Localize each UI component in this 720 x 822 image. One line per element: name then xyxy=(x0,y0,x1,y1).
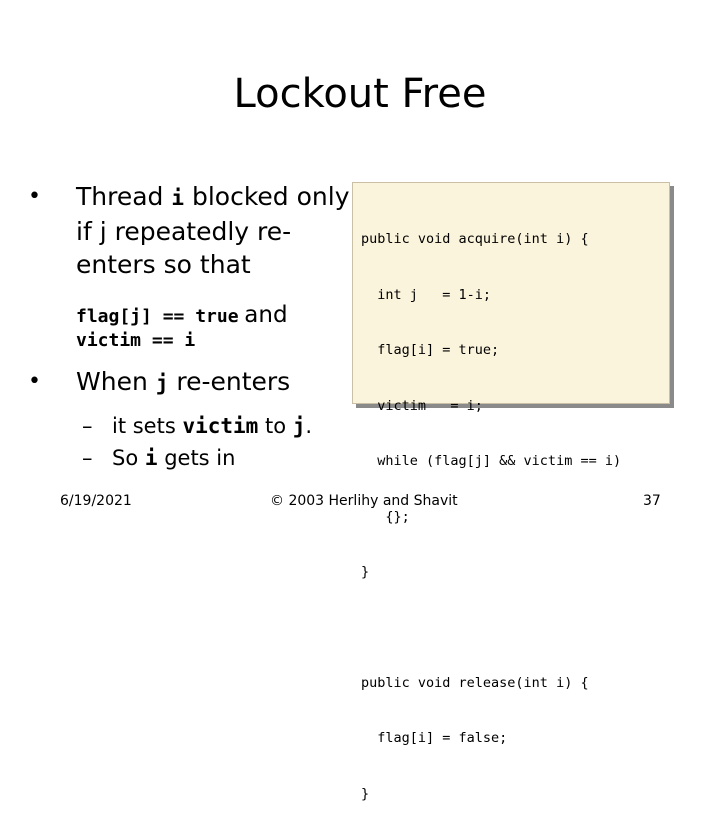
j-code: j xyxy=(292,414,306,438)
victim-code: victim xyxy=(182,414,259,438)
dash-icon: – xyxy=(82,446,93,470)
slide-title: Lockout Free xyxy=(233,71,487,117)
j-code: j xyxy=(155,371,169,395)
sub1-post: . xyxy=(305,414,313,438)
code-spacer xyxy=(361,619,661,637)
code-line: public void acquire(int i) { xyxy=(361,231,589,247)
bullet-j-reenters xyxy=(28,365,358,400)
code-line: public void release(int i) { xyxy=(361,674,589,691)
condition-block xyxy=(28,303,358,353)
condition-line-1: flag[j] == true xyxy=(76,306,239,327)
bullet-dot-icon: • xyxy=(28,184,41,209)
footer-copyright: © 2003 Herlihy and Shavit xyxy=(270,493,458,509)
footer-date: 6/19/2021 xyxy=(60,493,132,509)
sub1-pre: it sets xyxy=(112,414,183,438)
bullet2-text-post: re-enters xyxy=(168,367,291,396)
code-line: int j = 1-i; xyxy=(361,286,492,303)
bullet-dot-icon: • xyxy=(28,369,41,394)
i-code: i xyxy=(144,446,158,470)
sub-bullet-sets-victim xyxy=(28,410,358,442)
footer-page-number: 37 xyxy=(643,493,661,509)
bullet-thread-blocked xyxy=(28,180,358,281)
condition-and: and xyxy=(244,302,288,328)
bullet-text-post: blocked only if j repeatedly re-enters so that xyxy=(76,182,350,279)
code-line: {}; xyxy=(361,508,410,525)
code-line: } xyxy=(361,785,370,802)
code-line: while (flag[j] && victim == i) xyxy=(361,453,622,469)
bullet2-text-pre: When xyxy=(76,367,156,396)
sub2-post: gets in xyxy=(157,446,236,470)
dash-icon: – xyxy=(82,414,93,438)
bullet-text-pre: Thread xyxy=(76,182,172,211)
sub2-pre: So xyxy=(112,446,145,470)
code-line: } xyxy=(361,564,370,580)
thread-i-code: i xyxy=(171,186,185,210)
sub-bullet-i-gets-in xyxy=(28,442,358,474)
code-line: flag[i] = false; xyxy=(361,730,508,746)
code-line: flag[i] = true; xyxy=(361,342,500,358)
code-line: victim = i; xyxy=(361,397,483,414)
condition-line-2: victim == i xyxy=(76,330,196,351)
sub1-mid: to xyxy=(258,414,293,438)
bullet-list xyxy=(28,180,358,474)
